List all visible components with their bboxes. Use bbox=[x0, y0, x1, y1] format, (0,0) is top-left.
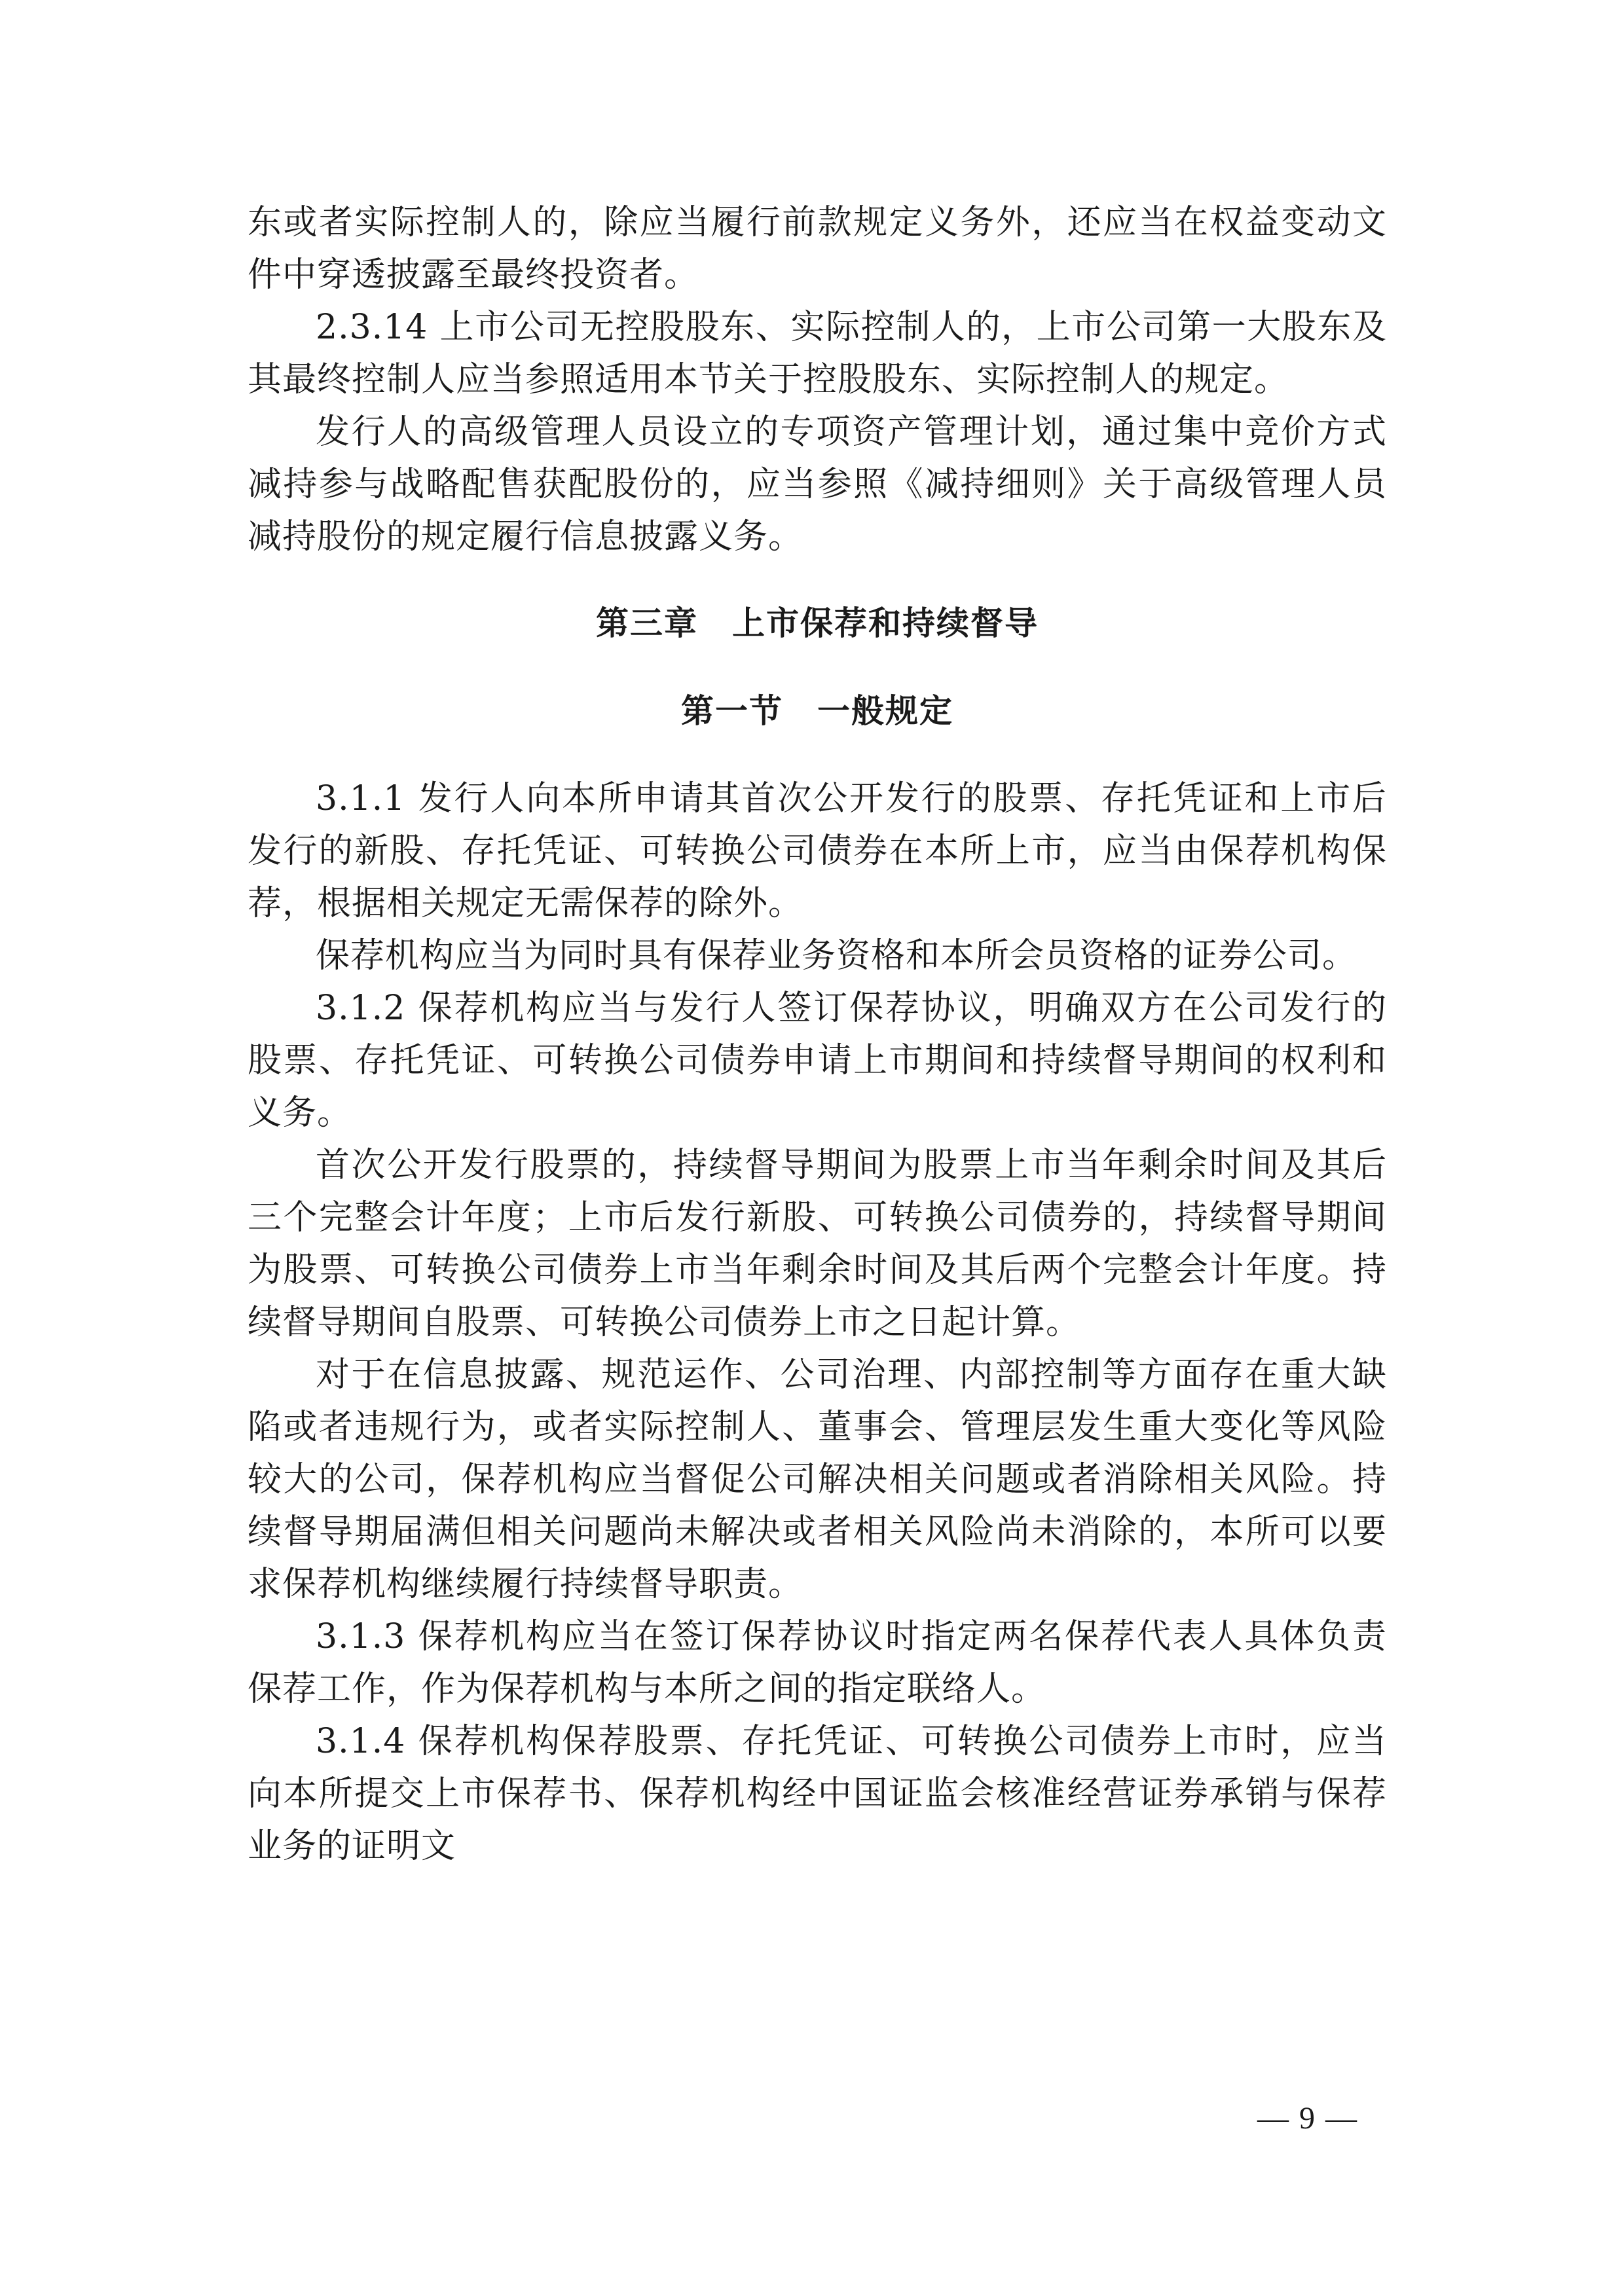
paragraph-sponsor-qualification: 保荐机构应当为同时具有保荐业务资格和本所会员资格的证券公司。 bbox=[316, 936, 1357, 975]
paragraph-2-3-14: 2.3.14 上市公司无控股股东、实际控制人的，上市公司第一大股东及其最终控制人应当参照适用本节关于控股股东、实际控制人的规定。 bbox=[248, 308, 1387, 399]
document-page bbox=[248, 196, 1387, 1872]
paragraph-3-1-2: 3.1.2 保荐机构应当与发行人签订保荐协议，明确双方在公司发行的股票、存托凭证、可转换公司债券申请上市期间和持续督导期间的权利和义务。 bbox=[248, 989, 1387, 1133]
paragraph-3-1-1: 3.1.1 发行人向本所申请其首次公开发行的股票、存托凭证和上市后发行的新股、存托凭证、可转换公司债券在本所上市，应当由保荐机构保荐，根据相关规定无需保荐的除外。 bbox=[248, 779, 1387, 923]
paragraph-risk-supervision: 对于在信息披露、规范运作、公司治理、内部控制等方面存在重大缺陷或者违规行为，或者实际控制人、董事会、管理层发生重大变化等风险较大的公司，保荐机构应当督促公司解决相关问题或者消除相关风险。持续督导期届满但相关问题尚未解决或者相关风险尚未消除的，本所可以要求保荐机构继续履行持续督导职责。 bbox=[248, 1355, 1387, 1604]
paragraph-continuation: 东或者实际控制人的，除应当履行前款规定义务外，还应当在权益变动文件中穿透披露至最终投资者。 bbox=[248, 203, 1387, 295]
paragraph-supervision-period: 首次公开发行股票的，持续督导期间为股票上市当年剩余时间及其后三个完整会计年度；上市后发行新股、可转换公司债券的，持续督导期间为股票、可转换公司债券上市当年剩余时间及其后两个完整会计年度。持续督导期间自股票、可转换公司债券上市之日起计算。 bbox=[248, 1146, 1387, 1342]
chapter-title: 第三章 上市保荐和持续督导 bbox=[596, 604, 1039, 642]
paragraph-asset-management-plan: 发行人的高级管理人员设立的专项资产管理计划，通过集中竞价方式减持参与战略配售获配股份的，应当参照《减持细则》关于高级管理人员减持股份的规定履行信息披露义务。 bbox=[248, 412, 1387, 556]
section-title: 第一节 一般规定 bbox=[681, 692, 953, 730]
paragraph-3-1-3: 3.1.3 保荐机构应当在签订保荐协议时指定两名保荐代表人具体负责保荐工作，作为保荐机构与本所之间的指定联络人。 bbox=[248, 1617, 1387, 1709]
page-number: — 9 — bbox=[1257, 2101, 1358, 2136]
paragraph-3-1-4: 3.1.4 保荐机构保荐股票、存托凭证、可转换公司债券上市时，应当向本所提交上市保荐书、保荐机构经中国证监会核准经营证券承销与保荐业务的证明文 bbox=[248, 1722, 1387, 1866]
